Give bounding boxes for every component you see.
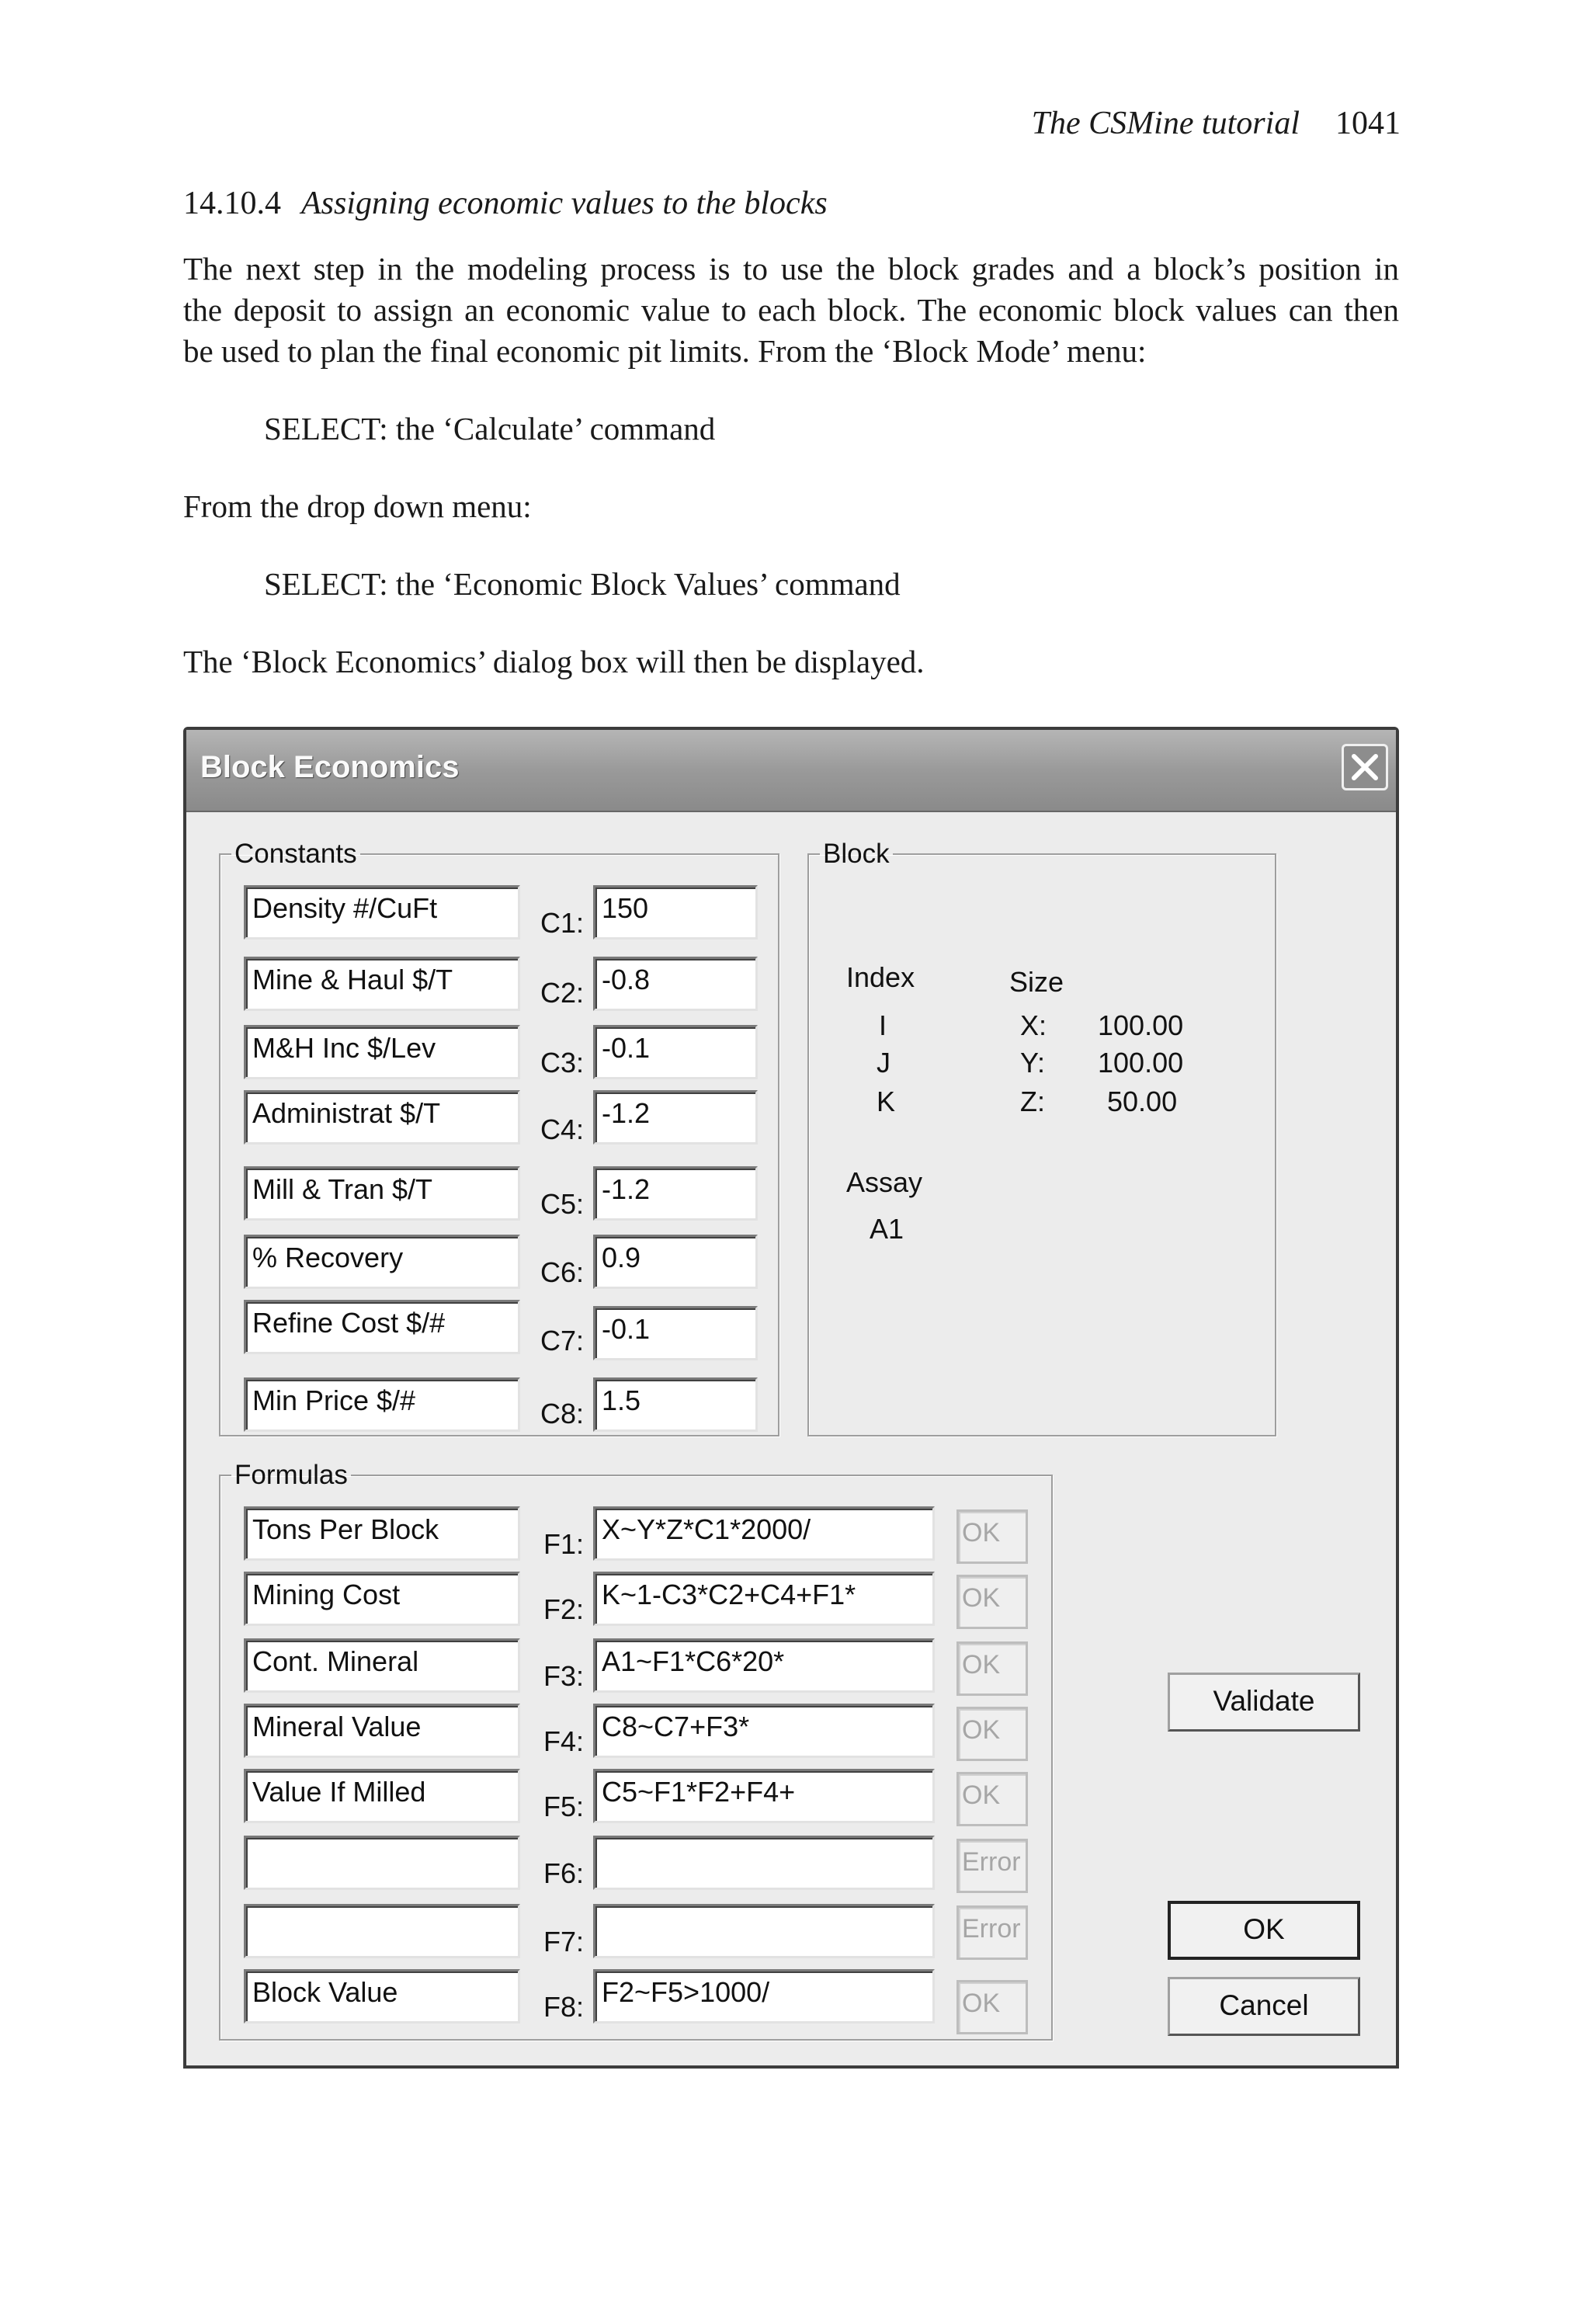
formula-code: F8: <box>543 1991 585 2023</box>
formulas-legend: Formulas <box>234 1460 348 1490</box>
select-calculate-instruction: SELECT: the ‘Calculate’ command <box>264 411 716 446</box>
dialog-intro-text: The ‘Block Economics’ dialog box will then be displayed. <box>183 644 925 679</box>
constant-name-field[interactable]: Density #/CuFt <box>244 885 520 940</box>
size-header: Size <box>1009 966 1064 998</box>
constants-legend: Constants <box>234 839 357 869</box>
formula-name-field[interactable]: Cont. Mineral <box>244 1638 520 1693</box>
size-axis: Z: <box>1020 1086 1045 1117</box>
section-title: Assigning economic values to the blocks <box>301 186 828 221</box>
constant-value-field[interactable]: 0.9 <box>593 1235 758 1289</box>
running-head <box>1032 105 1401 142</box>
formula-field[interactable] <box>593 1836 935 1890</box>
formula-name-field[interactable]: Tons Per Block <box>244 1506 520 1561</box>
formula-name-field[interactable]: Mineral Value <box>244 1704 520 1758</box>
constant-code: C7: <box>540 1325 585 1357</box>
constant-name-field[interactable]: M&H Inc $/Lev <box>244 1025 520 1079</box>
intro-line: the deposit to assign an economic value to each block. The economic block values can then <box>183 292 1399 328</box>
size-axis: X: <box>1020 1009 1047 1041</box>
index-header: Index <box>846 961 915 993</box>
constant-name-field[interactable]: % Recovery <box>244 1235 520 1289</box>
intro-line: be used to plan the final economic pit limits. From the ‘Block Mode’ menu: <box>183 333 1147 369</box>
constant-value-field[interactable]: 150 <box>593 885 758 940</box>
formula-name-field[interactable] <box>244 1904 520 1958</box>
formula-name-field[interactable]: Value If Milled <box>244 1769 520 1823</box>
constant-code: C3: <box>540 1047 585 1079</box>
select-economic-instruction: SELECT: the ‘Economic Block Values’ command <box>264 566 901 602</box>
intro-paragraph <box>183 248 1399 372</box>
dialog-titlebar[interactable] <box>186 730 1396 812</box>
formula-field[interactable]: C5~F1*F2+F4+ <box>593 1769 935 1823</box>
from-menu-text: From the drop down menu: <box>183 488 532 524</box>
index-item: J <box>877 1047 890 1079</box>
constant-name-field[interactable]: Mill & Tran $/T <box>244 1166 520 1221</box>
size-value: 100.00 <box>1098 1047 1184 1079</box>
section-heading <box>183 185 828 222</box>
formula-code: F6: <box>543 1857 585 1889</box>
constant-value-field[interactable]: 1.5 <box>593 1377 758 1432</box>
running-head-title: The CSMine tutorial <box>1031 106 1300 141</box>
formula-field[interactable]: X~Y*Z*C1*2000/ <box>593 1506 935 1561</box>
constant-code: C8: <box>540 1398 585 1429</box>
section-number: 14.10.4 <box>183 186 281 221</box>
formula-code: F5: <box>543 1791 585 1822</box>
formula-status: Error <box>956 1905 1028 1960</box>
block-group <box>807 839 1276 1436</box>
page-number: 1041 <box>1335 106 1401 141</box>
size-axis: Y: <box>1020 1047 1046 1079</box>
formula-code: F4: <box>543 1725 585 1757</box>
constant-code: C2: <box>540 977 585 1009</box>
constant-code: C5: <box>540 1188 585 1220</box>
formula-field[interactable] <box>593 1904 935 1958</box>
formula-status: OK <box>956 1772 1028 1826</box>
close-icon <box>1350 752 1380 782</box>
block-economics-dialog <box>183 727 1399 2069</box>
index-item: I <box>879 1009 887 1041</box>
formula-status: OK <box>956 1641 1028 1696</box>
constant-value-field[interactable]: -0.1 <box>593 1306 758 1360</box>
constant-value-field[interactable]: -1.2 <box>593 1166 758 1221</box>
formula-name-field[interactable] <box>244 1836 520 1890</box>
constant-name-field[interactable]: Administrat $/T <box>244 1090 520 1145</box>
constant-value-field[interactable]: -0.1 <box>593 1025 758 1079</box>
constant-code: C6: <box>540 1256 585 1288</box>
formula-field[interactable]: K~1-C3*C2+C4+F1* <box>593 1572 935 1626</box>
formula-field[interactable]: C8~C7+F3* <box>593 1704 935 1758</box>
formula-field[interactable]: F2~F5>1000/ <box>593 1969 935 2024</box>
formula-field[interactable]: A1~F1*C6*20* <box>593 1638 935 1693</box>
size-value: 50.00 <box>1107 1086 1178 1117</box>
cancel-button[interactable]: Cancel <box>1168 1977 1360 2036</box>
formula-code: F1: <box>543 1528 585 1560</box>
formula-name-field[interactable]: Mining Cost <box>244 1572 520 1626</box>
ok-button[interactable]: OK <box>1168 1901 1360 1960</box>
validate-button[interactable]: Validate <box>1168 1673 1360 1732</box>
close-button[interactable] <box>1342 744 1388 790</box>
formula-status: OK <box>956 1575 1028 1629</box>
assay-header: Assay <box>846 1166 923 1198</box>
formula-status: OK <box>956 1707 1028 1761</box>
constant-name-field[interactable]: Refine Cost $/# <box>244 1300 520 1354</box>
block-legend: Block <box>823 839 890 869</box>
formula-code: F2: <box>543 1593 585 1625</box>
dialog-title: Block Economics <box>200 750 460 784</box>
formula-code: F3: <box>543 1660 585 1692</box>
formula-status: OK <box>956 1980 1028 2034</box>
constant-value-field[interactable]: -0.8 <box>593 957 758 1011</box>
index-item: K <box>877 1086 896 1117</box>
size-value: 100.00 <box>1098 1009 1184 1041</box>
formula-code: F7: <box>543 1926 585 1958</box>
formula-name-field[interactable]: Block Value <box>244 1969 520 2024</box>
constant-code: C4: <box>540 1113 585 1145</box>
constant-name-field[interactable]: Min Price $/# <box>244 1377 520 1432</box>
constant-value-field[interactable]: -1.2 <box>593 1090 758 1145</box>
formula-status: OK <box>956 1509 1028 1564</box>
intro-line: The next step in the modeling process is to use the block grades and a block’s position in <box>183 251 1399 287</box>
formula-status: Error <box>956 1839 1028 1893</box>
constant-code: C1: <box>540 907 585 939</box>
assay-item: A1 <box>870 1213 904 1245</box>
constant-name-field[interactable]: Mine & Haul $/T <box>244 957 520 1011</box>
